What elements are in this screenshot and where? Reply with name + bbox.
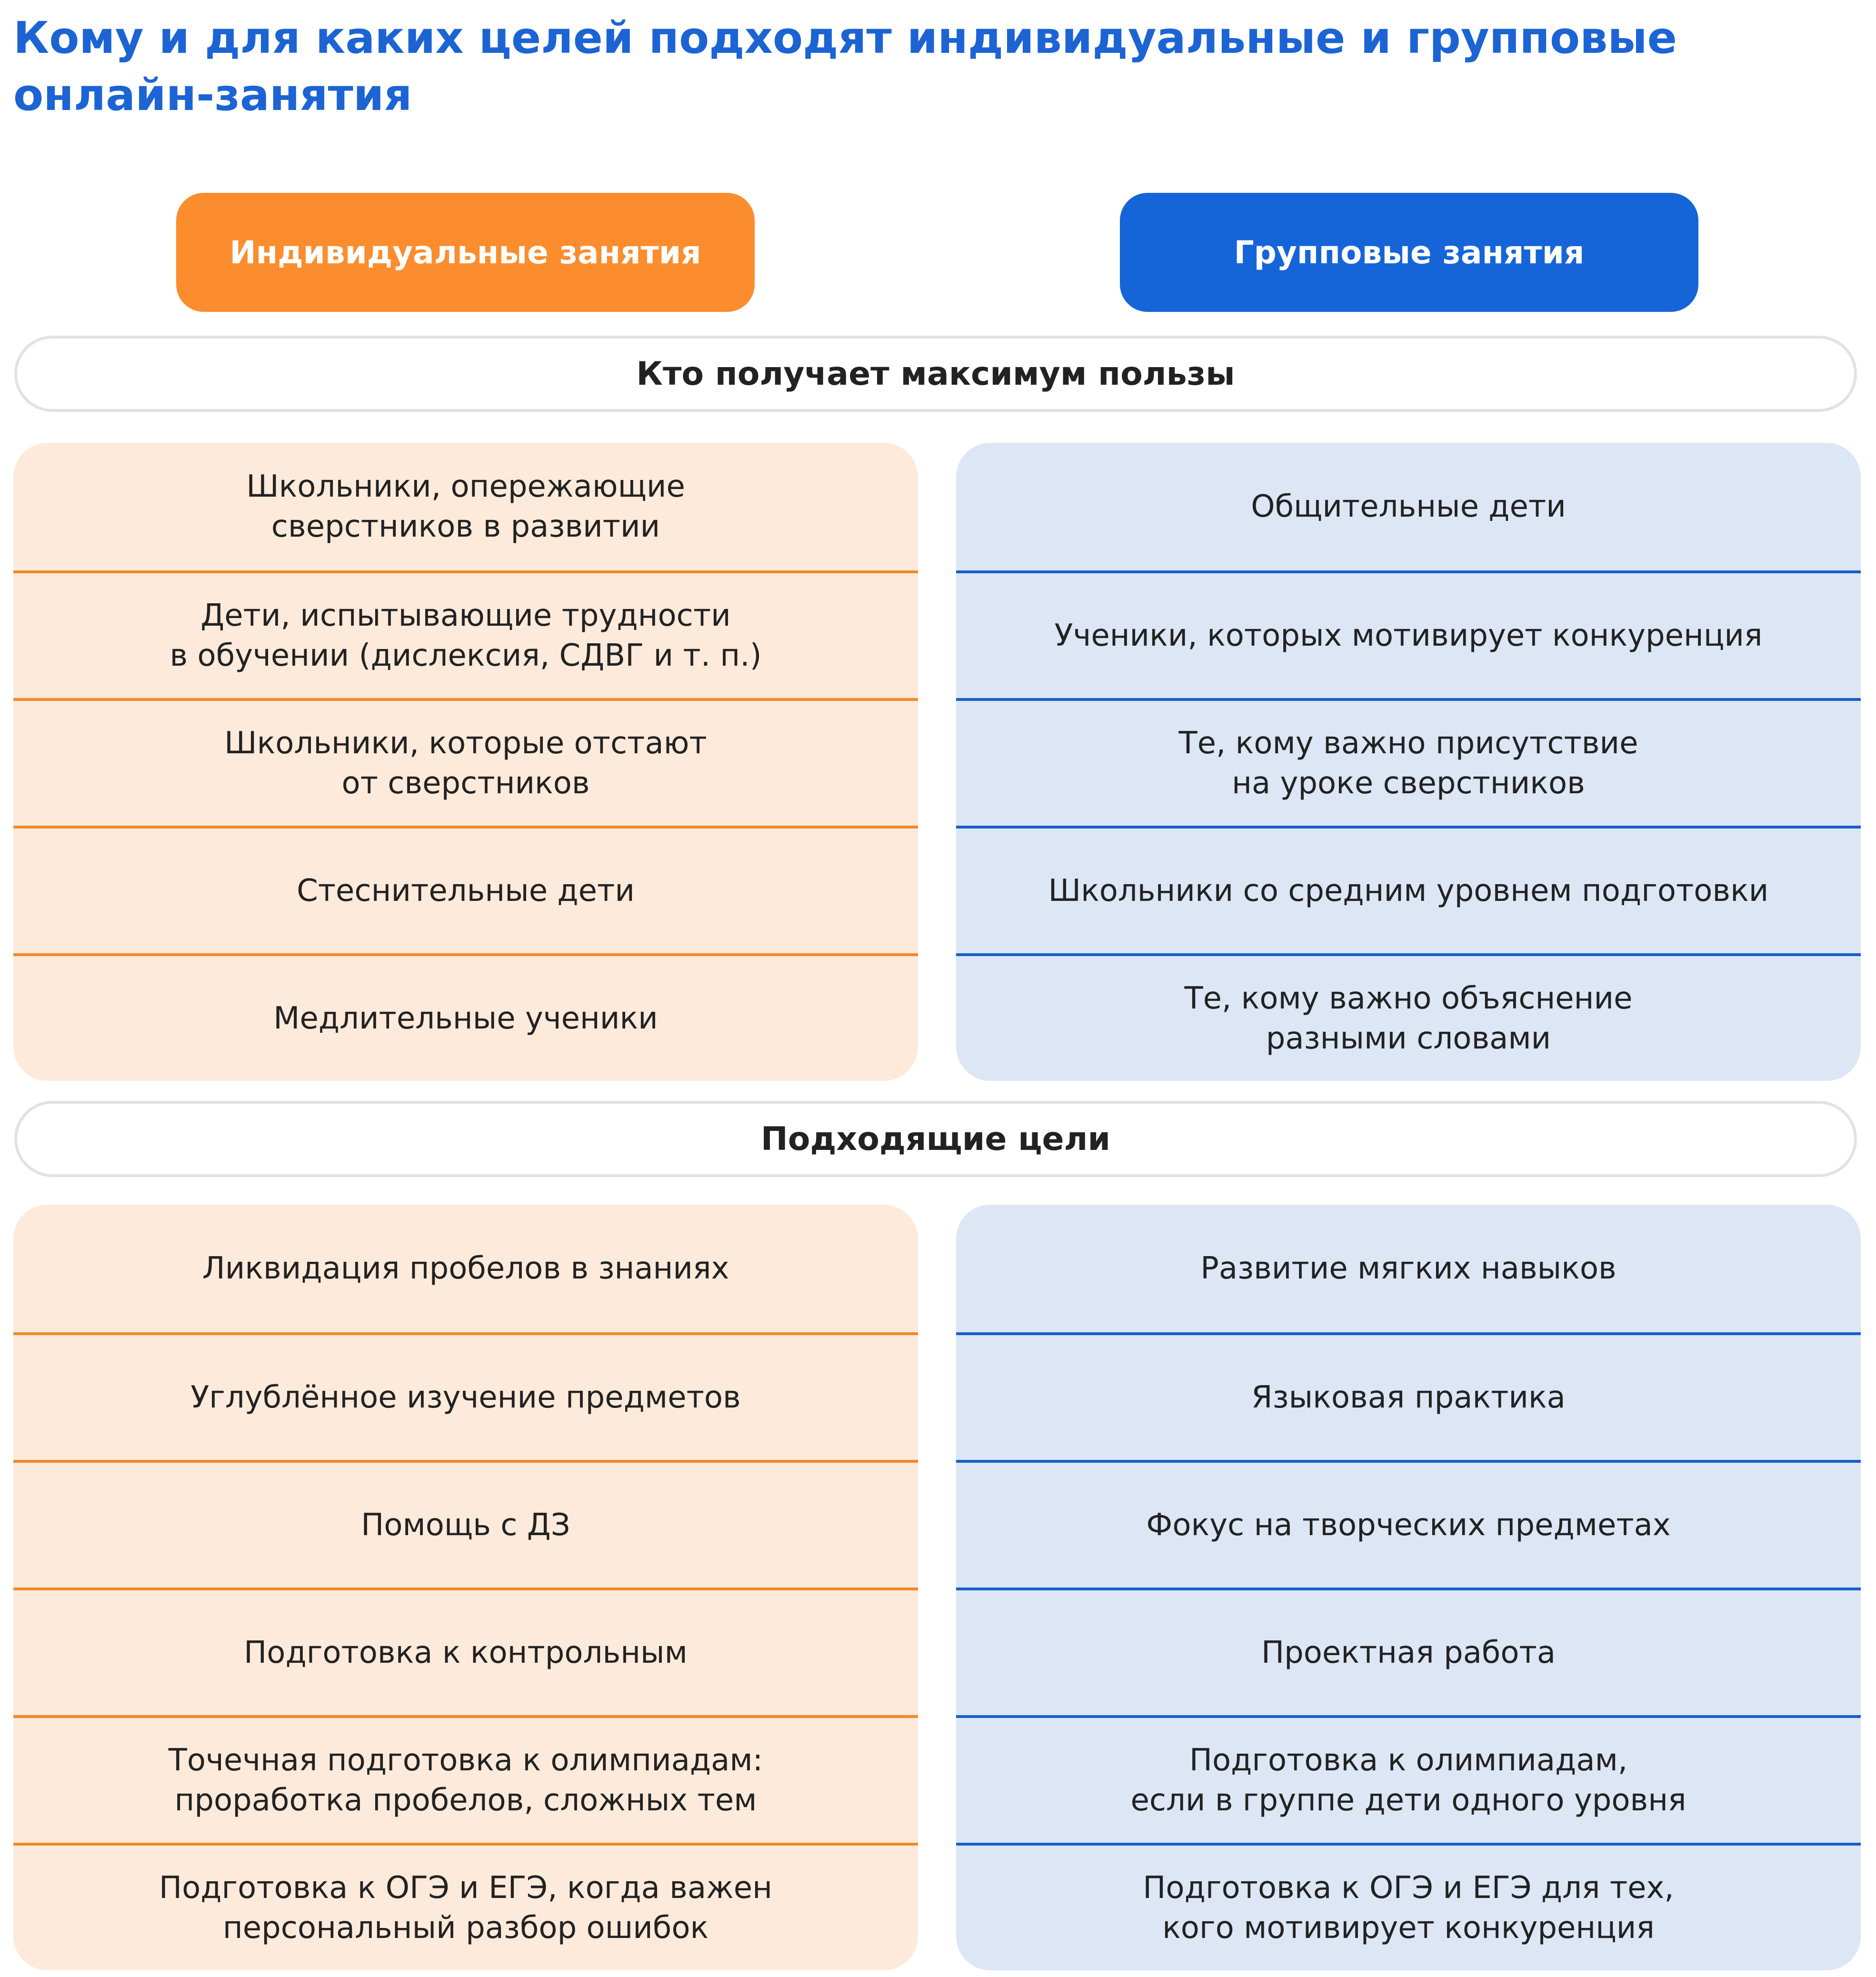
- individual-benefit-item: Стеснительные дети: [13, 826, 918, 953]
- group-goal-item: Подготовка к олимпиадам, если в группе дети одного уровня: [956, 1715, 1861, 1843]
- individual-goal-item: Помощь с ДЗ: [13, 1460, 918, 1588]
- individual-benefit-column: [13, 443, 918, 1081]
- group-goals-column: [956, 1205, 1861, 1970]
- group-goal-item: Подготовка к ОГЭ и ЕГЭ для тех, кого мотивирует конкуренция: [956, 1843, 1861, 1970]
- group-goal-item: Языковая практика: [956, 1332, 1861, 1460]
- page-title: Кому и для каких целей подходят индивидуальные и групповые онлайн-занятия: [13, 12, 1677, 120]
- group-benefit-item: Те, кому важно объяснение разными словами: [956, 953, 1861, 1081]
- individual-benefit-item: Медлительные ученики: [13, 953, 918, 1081]
- group-goal-item: Развитие мягких навыков: [1200, 1251, 1617, 1286]
- individual-benefit-item: Дети, испытывающие трудности в обучении (дислексия, СДВГ и т. п.): [13, 570, 918, 698]
- section-heading-max-benefit: Кто получает максимум пользы: [14, 336, 1857, 412]
- group-benefit-item: Ученики, которых мотивирует конкуренция: [956, 570, 1861, 698]
- group-benefit-item: Те, кому важно присутствие на уроке сверстников: [956, 698, 1861, 826]
- individual-benefit-item: Школьники, которые отстают от сверстников: [13, 698, 918, 826]
- section-heading-goals: Подходящие цели: [14, 1101, 1857, 1177]
- individual-goal-item: Подготовка к контрольным: [13, 1588, 918, 1715]
- group-lessons-label: Групповые занятия: [1120, 193, 1698, 312]
- group-goal-item: Проектная работа: [956, 1588, 1861, 1715]
- individual-goal-item: Ликвидация пробелов в знаниях: [202, 1251, 729, 1286]
- group-benefit-column: [956, 443, 1861, 1081]
- individual-goals-column: [13, 1205, 918, 1970]
- individual-goal-item: Подготовка к ОГЭ и ЕГЭ, когда важен персональный разбор ошибок: [13, 1843, 918, 1970]
- individual-goal-item: Углублённое изучение предметов: [13, 1332, 918, 1460]
- individual-goal-item: Точечная подготовка к олимпиадам: проработка пробелов, сложных тем: [13, 1715, 918, 1843]
- group-benefit-item: Школьники со средним уровнем подготовки: [956, 826, 1861, 953]
- individual-lessons-label: Индивидуальные занятия: [176, 193, 755, 312]
- group-benefit-item: Общительные дети: [1251, 489, 1566, 524]
- individual-benefit-item: Школьники, опережающие сверстников в развитии: [246, 469, 685, 544]
- group-goal-item: Фокус на творческих предметах: [956, 1460, 1861, 1588]
